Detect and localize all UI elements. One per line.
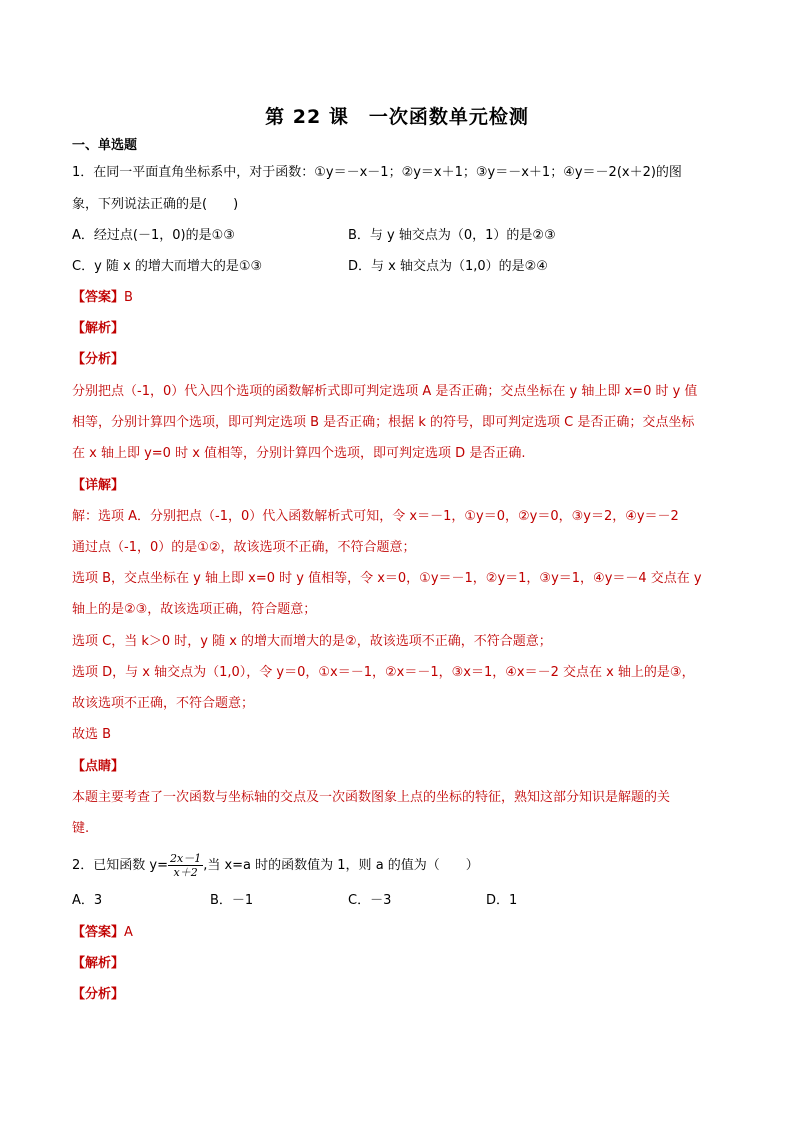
q1-stem-line-2: 象，下列说法正确的是( ) bbox=[72, 197, 239, 212]
q1-detail-line-1: 解：选项 A．分别把点（-1，0）代入函数解析式可知，令 x＝－1，①y＝0，②y＝0，③y＝2，④y＝－2 bbox=[72, 509, 679, 524]
q2-answer bbox=[72, 923, 724, 943]
q2-jiexi-label: 【解析】 bbox=[72, 956, 125, 971]
q1-summary-line-2: 键. bbox=[72, 821, 90, 836]
section-heading: 一、单选题 bbox=[72, 138, 138, 153]
answer-value: B bbox=[124, 290, 133, 305]
q2-stem-suffix: ,当 x=a 时的函数值为 1，则 a 的值为（ ） bbox=[203, 858, 479, 873]
q2-fraction-numerator: 2x－1 bbox=[170, 852, 202, 865]
q1-summary-line-1: 本题主要考查了一次函数与坐标轴的交点及一次函数图象上点的坐标的特征，熟知这部分知识是解题的关 bbox=[72, 790, 671, 805]
q1-analysis-line-2: 相等，分别计算四个选项，即可判定选项 B 是否正确；根据 k 的符号，即可判定选项 C 是否正确；交点坐标 bbox=[72, 415, 695, 430]
q1-dianjing-label: 【点睛】 bbox=[72, 759, 125, 774]
q2-stem-prefix: 2．已知函数 y= bbox=[72, 858, 168, 873]
answer-label: 【答案】 bbox=[72, 290, 125, 305]
q1-xiangjie-label: 【详解】 bbox=[72, 478, 125, 493]
q1-jiexi-label: 【解析】 bbox=[72, 321, 125, 336]
q1-detail-line-2: 通过点（-1，0）的是①②，故该选项不正确，不符合题意； bbox=[72, 540, 416, 555]
q2-option-b: B．－1 bbox=[210, 893, 254, 908]
q1-answer bbox=[72, 288, 724, 308]
q1-option-d: D．与 x 轴交点为（1,0）的是②④ bbox=[348, 259, 548, 274]
q2-option-a: A．3 bbox=[72, 893, 103, 908]
answer-label: 【答案】 bbox=[72, 925, 125, 940]
q1-analysis-line-3: 在 x 轴上即 y=0 时 x 值相等，分别计算四个选项，即可判定选项 D 是否正确. bbox=[72, 446, 526, 461]
q1-detail-line-8: 故选 B bbox=[72, 727, 112, 742]
q1-stem-line-1: 1．在同一平面直角坐标系中，对于函数：①y＝－x－1；②y＝x＋1；③y＝－x＋1；④y＝－2(x＋2)的图 bbox=[72, 165, 682, 180]
q2-option-c: C．－3 bbox=[348, 893, 392, 908]
q1-detail-line-6: 选项 D，与 x 轴交点为（1,0），令 y＝0，①x＝－1，②x＝－1，③x＝1，④x＝－2 交点在 x 轴上的是③， bbox=[72, 665, 695, 680]
q2-fraction-denominator: x＋2 bbox=[173, 866, 198, 879]
page-title: 第 22 课 一次函数单元检测 bbox=[265, 106, 529, 128]
q1-option-a: A．经过点(－1，0)的是①③ bbox=[72, 228, 235, 243]
answer-value: A bbox=[124, 925, 133, 940]
q2-option-d: D．1 bbox=[486, 893, 518, 908]
q1-detail-line-4: 轴上的是②③，故该选项正确，符合题意； bbox=[72, 602, 317, 617]
q2-fraction bbox=[168, 852, 203, 879]
q2-fenxi-label: 【分析】 bbox=[72, 987, 125, 1002]
q1-fenxi-label: 【分析】 bbox=[72, 352, 125, 367]
q1-detail-line-5: 选项 C，当 k＞0 时，y 随 x 的增大而增大的是②，故该选项不正确，不符合题意； bbox=[72, 634, 552, 649]
q1-option-b: B．与 y 轴交点为（0，1）的是②③ bbox=[348, 228, 556, 243]
q1-detail-line-7: 故该选项不正确，不符合题意； bbox=[72, 696, 255, 711]
q1-analysis-line-1: 分别把点（-1，0）代入四个选项的函数解析式即可判定选项 A 是否正确；交点坐标在 y 轴上即 x=0 时 y 值 bbox=[72, 384, 698, 399]
q1-option-c: C．y 随 x 的增大而增大的是①③ bbox=[72, 259, 263, 274]
q1-detail-line-3: 选项 B，交点坐标在 y 轴上即 x=0 时 y 值相等，令 x＝0，①y＝－1，②y＝1，③y＝1，④y＝－4 交点在 y bbox=[72, 571, 702, 586]
q2-stem bbox=[72, 852, 724, 879]
